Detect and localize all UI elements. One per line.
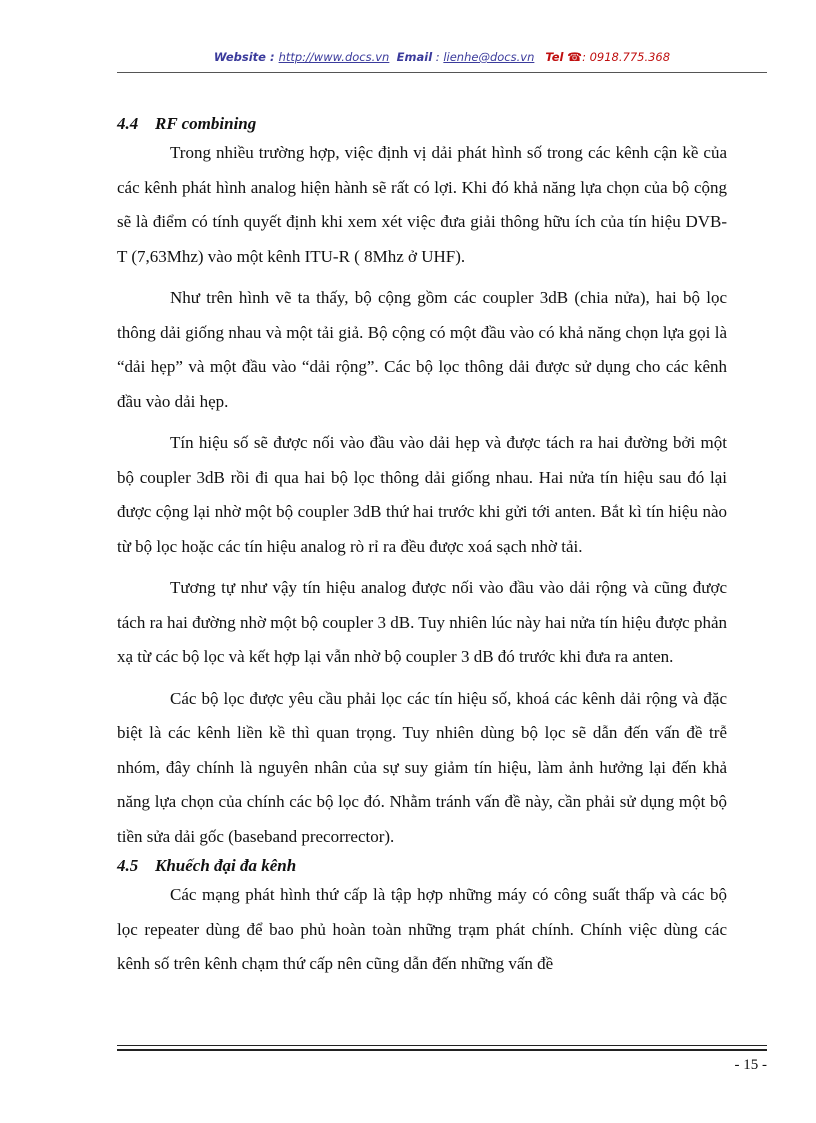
footer-divider-thin (117, 1045, 767, 1046)
footer-divider-thick (117, 1049, 767, 1051)
website-link[interactable]: http://www.docs.vn (278, 50, 390, 64)
email-label: Email (396, 50, 433, 64)
telephone-icon: ☎ (567, 50, 583, 64)
section-number: 4.5 (117, 856, 139, 875)
page-body (117, 112, 727, 982)
paragraph: Các bộ lọc được yêu cầu phải lọc các tín hiệu số, khoá các kênh dải rộng và đặc biệt là các kênh liền kề thì quan trọng. Tuy nhiên dùng bộ lọc sẽ dẫn đến vấn đề trễ nhóm, đây chính là nguyên nhân của sự suy giảm tín hiệu, làm ảnh hưởng lại đến khả năng lựa chọn của chính các bộ lọc đó. Nhằm tránh vấn đề này, cần phải sử dụng một bộ tiền sửa dải gốc (baseband precorrector). (117, 688, 727, 846)
email-separator: : (432, 50, 444, 64)
section-heading-4-5 (117, 854, 727, 878)
header-divider (117, 72, 767, 73)
paragraph: Như trên hình vẽ ta thấy, bộ cộng gồm các coupler 3dB (chia nửa), hai bộ lọc thông dải giống nhau và một tải giả. Bộ cộng có một đầu vào có khả năng chọn lựa gọi là “dải hẹp” và một đầu vào “dải rộng”. Các bộ lọc thông dải được sử dụng cho các kênh đầu vào dải hẹp. (117, 288, 727, 411)
paragraph: Tương tự như vậy tín hiệu analog được nối vào đầu vào dải rộng và cũng được tách ra hai đường nhờ một bộ coupler 3 dB. Tuy nhiên lúc này hai nửa tín hiệu được phản xạ từ các bộ lọc và kết hợp lại vẫn nhờ bộ coupler 3 dB đó trước khi đưa ra anten. (117, 578, 727, 666)
paragraph: Trong nhiều trường hợp, việc định vị dải phát hình số trong các kênh cận kề của các kênh phát hình analog hiện hành sẽ rất có lợi. Khi đó khả năng lựa chọn của bộ cộng sẽ là điểm có tính quyết định khi xem xét việc đưa giải thông hữu ích của tín hiệu DVB-T (7,63Mhz) vào một kênh ITU-R ( 8Mhz ở UHF). (117, 143, 727, 266)
paragraph: Tín hiệu số sẽ được nối vào đầu vào dải hẹp và được tách ra hai đường bởi một bộ coupler 3dB rồi đi qua hai bộ lọc thông dải giống nhau. Hai nửa tín hiệu sau đó lại được cộng lại nhờ một bộ coupler 3dB thứ hai trước khi gửi tới anten. Bắt kì tín hiệu nào từ bộ lọc hoặc các tín hiệu analog rò rỉ ra đều được xoá sạch nhờ tải. (117, 433, 727, 556)
section-title: RF combining (155, 114, 257, 133)
tel-value: : 0918.775.368 (582, 50, 671, 64)
page-number: - 15 - (734, 1057, 767, 1073)
paragraph: Các mạng phát hình thứ cấp là tập hợp những máy có công suất thấp và các bộ lọc repeater dùng để bao phủ hoàn toàn những trạm phát chính. Chính việc dùng các kênh số trên kênh chạm thứ cấp nên cũng dẫn đến những vấn đề (117, 885, 727, 973)
section-number: 4.4 (117, 114, 139, 133)
website-label: Website : (213, 50, 279, 64)
email-link[interactable]: lienhe@docs.vn (443, 50, 535, 64)
section-title: Khuếch đại đa kênh (155, 856, 297, 875)
page-header (117, 50, 767, 72)
tel-label: Tel (545, 50, 564, 64)
section-heading-4-4 (117, 112, 727, 136)
